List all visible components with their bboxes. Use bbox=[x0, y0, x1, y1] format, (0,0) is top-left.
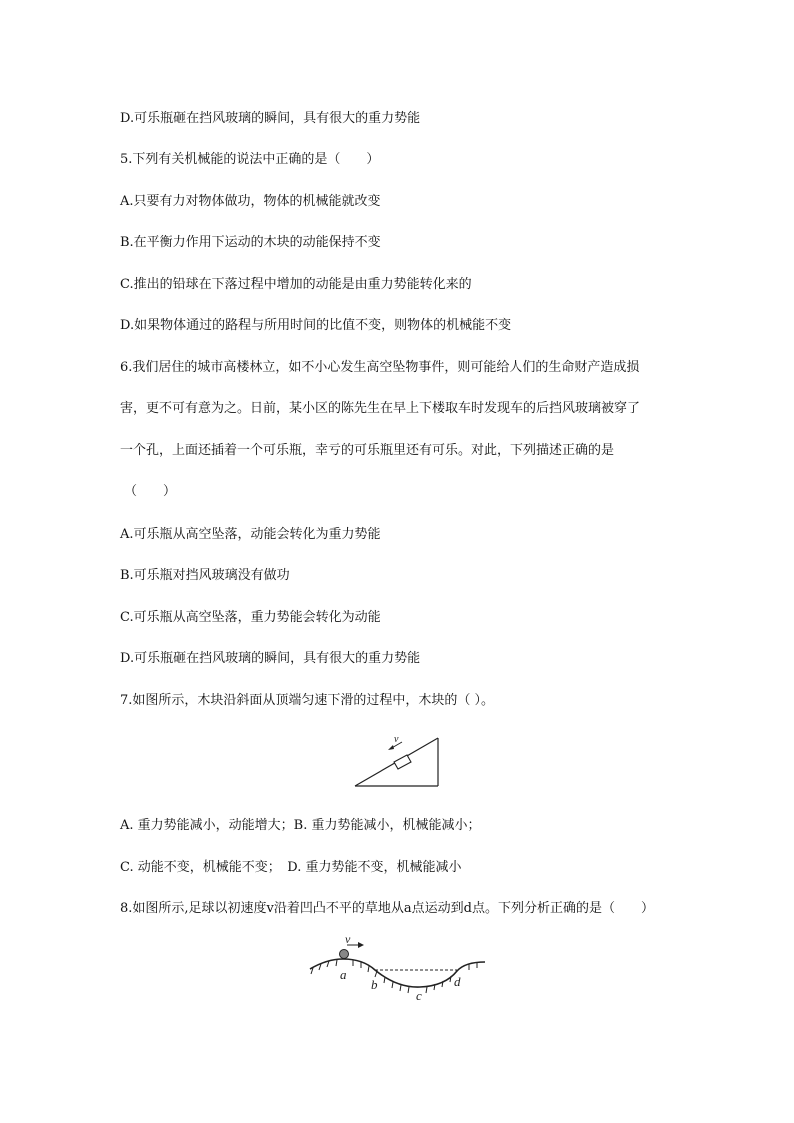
q8-stem: 8.如图所示,足球以初速度v沿着凹凸不平的草地从a点运动到d点。下列分析正确的是（ ） bbox=[120, 901, 654, 916]
q6-stem-line1: 6.我们居住的城市高楼林立，如不小心发生高空坠物事件，则可能给人们的生命财产造成损 bbox=[120, 360, 640, 375]
wooden-block bbox=[394, 755, 411, 769]
label-c: c bbox=[416, 988, 422, 1003]
label-b: b bbox=[371, 977, 378, 992]
velocity-arrowhead bbox=[388, 745, 394, 750]
q5-option-b: B.在平衡力作用下运动的木块的动能保持不变 bbox=[120, 235, 381, 250]
q5-option-d: D.如果物体通过的路程与所用时间的比值不变，则物体的机械能不变 bbox=[120, 318, 512, 333]
q7-options-line2: C. 动能不变，机械能不变； D. 重力势能不变，机械能减小 bbox=[120, 860, 462, 875]
q6-option-b: B.可乐瓶对挡风玻璃没有做功 bbox=[120, 568, 290, 583]
q7-options-line1: A. 重力势能减小，动能增大；B. 重力势能减小，机械能减小； bbox=[120, 818, 481, 833]
q6-stem-line3: 一个孔，上面还插着一个可乐瓶，幸亏的可乐瓶里还有可乐。对此，下列描述正确的是 bbox=[120, 443, 615, 458]
label-d: d bbox=[454, 974, 461, 989]
football bbox=[340, 950, 349, 959]
q7-incline-figure bbox=[350, 728, 445, 790]
q7-stem: 7.如图所示，木块沿斜面从顶端匀速下滑的过程中，木块的（ ）。 bbox=[120, 693, 495, 708]
q6-stem-line4: （ ） bbox=[124, 484, 177, 499]
q5-option-a: A.只要有力对物体做功，物体的机械能就改变 bbox=[120, 194, 381, 209]
q8-terrain-figure bbox=[305, 933, 490, 1008]
velocity-arrowhead bbox=[358, 942, 364, 948]
q5-stem: 5.下列有关机械能的说法中正确的是（ ） bbox=[120, 152, 380, 167]
q6-option-a: A.可乐瓶从高空坠落，动能会转化为重力势能 bbox=[120, 527, 381, 542]
q4-option-d: D.可乐瓶砸在挡风玻璃的瞬间，具有很大的重力势能 bbox=[120, 111, 421, 126]
label-a: a bbox=[340, 967, 347, 982]
q5-option-c: C.推出的铅球在下落过程中增加的动能是由重力势能转化来的 bbox=[120, 277, 472, 292]
label-v: v bbox=[345, 933, 351, 946]
q6-stem-line2: 害，更不可有意为之。日前，某小区的陈先生在早上下楼取车时发现车的后挡风玻璃被穿了 bbox=[120, 401, 641, 416]
q6-option-c: C.可乐瓶从高空坠落，重力势能会转化为动能 bbox=[120, 610, 381, 625]
q6-option-d: D.可乐瓶砸在挡风玻璃的瞬间，具有很大的重力势能 bbox=[120, 651, 421, 666]
velocity-label: v bbox=[394, 734, 399, 745]
